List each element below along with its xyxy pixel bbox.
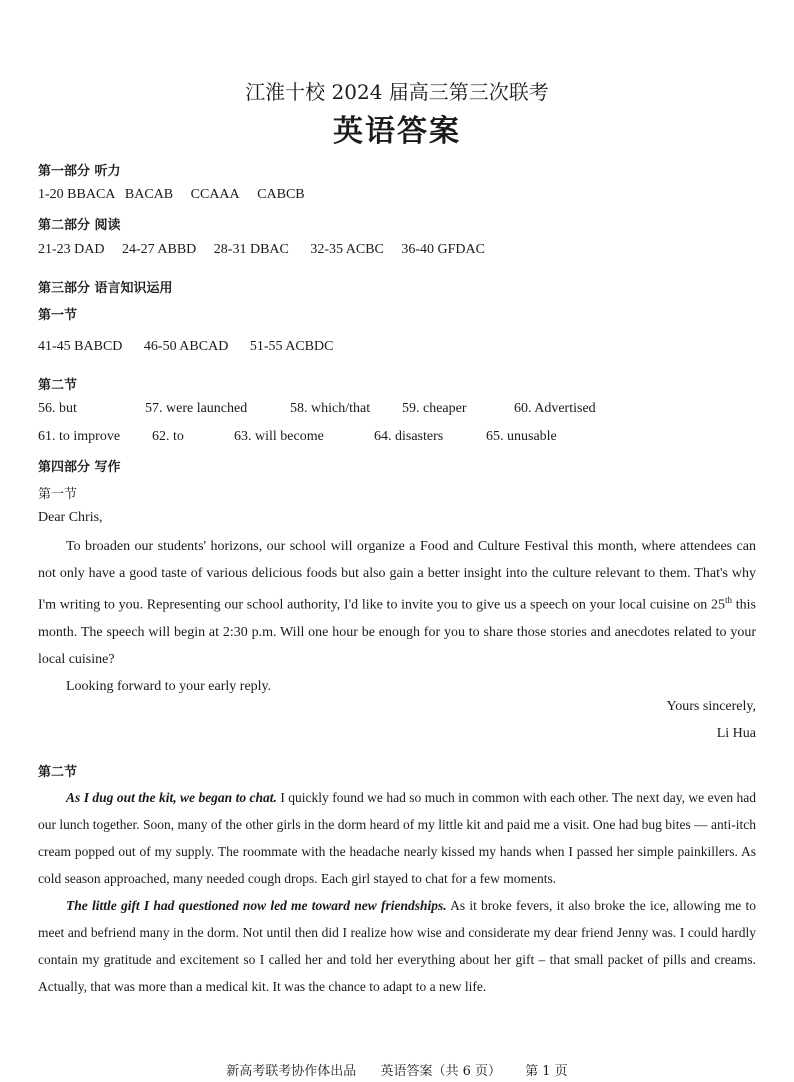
part2-heading: 第二部分 阅读 [38,218,121,233]
footer-page-number: 第 1 页 [525,1064,568,1079]
answer-group: 51-55 ACBDC [249,339,334,354]
continuation-essay [38,784,756,1000]
answer-group: 46-50 ABCAD [143,339,229,354]
footer-doc-info: 英语答案（共 6 页） [380,1064,501,1079]
answer-group: 21-23 DAD [38,242,105,257]
fill-answer: 62. to [152,429,184,444]
essay-paragraph [38,892,756,1000]
essay-paragraph [38,784,756,892]
letter-sign-off: Yours sincerely, [666,699,756,714]
letter-text: To broaden our students' horizons, our school will organize a Food and Culture Festival this month, where attendees can not only have a good taste of various delicious foods but also gain a better insight into the culture relevant to them. That's why I'm writing to you. Representing our school authority, I'd like to invite you to give us a speech on your local cuisine on 25 [38,539,756,613]
fill-answer: 59. cheaper [402,401,467,416]
answer-group: 36-40 GFDAC [401,242,485,257]
fill-answer: 64. disasters [374,429,444,444]
page-footer [0,1060,794,1079]
page-title: 英语答案 [333,114,461,149]
paragraph-lead-sentence: As I dug out the kit, we began to chat. [66,790,277,805]
exam-title: 江淮十校 2024 届高三第三次联考 [245,80,549,104]
fill-answer: 65. unusable [486,429,557,444]
part1-heading: 第一部分 听力 [38,164,121,179]
answer-group: 1-20 BBACA [38,187,116,202]
answer-group: 41-45 BABCD [38,339,123,354]
answer-group: CCAAA [190,187,240,202]
part3-section1-heading: 第一节 [38,308,78,323]
answer-group: CABCB [257,187,305,202]
letter-greeting: Dear Chris, [38,510,103,525]
fill-answer: 56. but [38,401,77,416]
part3-section1-answers [38,339,333,355]
letter-signature: Li Hua [716,726,756,741]
part1-answers [38,187,305,203]
ordinal-suffix: th [725,595,733,605]
answer-group: 32-35 ACBC [310,242,384,257]
part3-section2-heading: 第二节 [38,378,78,393]
part4-section1-heading: 第一节 [38,487,78,502]
letter-closing-line: Looking forward to your early reply. [66,678,272,694]
part2-answers [38,242,485,258]
letter-body [38,533,756,700]
fill-answer: 57. were launched [145,401,248,416]
part4-section2-heading: 第二节 [38,765,78,780]
paragraph-text: I quickly found we had so much in common with each other. The next day, we even had our lunch together. Soon, many of the other girls in the dorm heard of my little kit and paid me a visit. One had bug bites — anti-itch cream popped out of my supply. The roommate with the headache nearly kissed my hands when I passed her simple painkillers. As cold season approached, many needed cough drops. Each girl stayed to chat for a few moments. [38,790,756,886]
paragraph-text: As it broke fevers, it also broke the ice, allowing me to meet and befriend many in the dorm. Not until then did I realize how wise and considerate my dear friend Jenny was. I could hardly contain my gratitude and excitement so I called her and told her everything about her gift – that small packet of pills and creams. Actually, that was more than a medical kit. It was the chance to adapt to a new life. [38,898,756,994]
footer-publisher: 新高考联考协作体出品 [226,1064,357,1079]
paragraph-lead-sentence: The little gift I had questioned now led me toward new friendships. [66,898,447,913]
part3-heading: 第三部分 语言知识运用 [38,281,173,296]
fill-answer: 58. which/that [290,401,371,416]
letter-paragraph [38,533,756,673]
answer-group: 28-31 DBAC [213,242,289,257]
answer-group: 24-27 ABBD [122,242,197,257]
fill-answer: 60. Advertised [514,401,596,416]
part4-heading: 第四部分 写作 [38,460,121,475]
fill-answer: 63. will become [234,429,324,444]
letter-text: this month. The speech will begin at 2:30 p.m. Will one hour be enough for you to share those stories and anecdotes related to your local cuisine? [38,597,756,667]
fill-answer: 61. to improve [38,429,121,444]
answer-group: BACAB [124,187,174,202]
